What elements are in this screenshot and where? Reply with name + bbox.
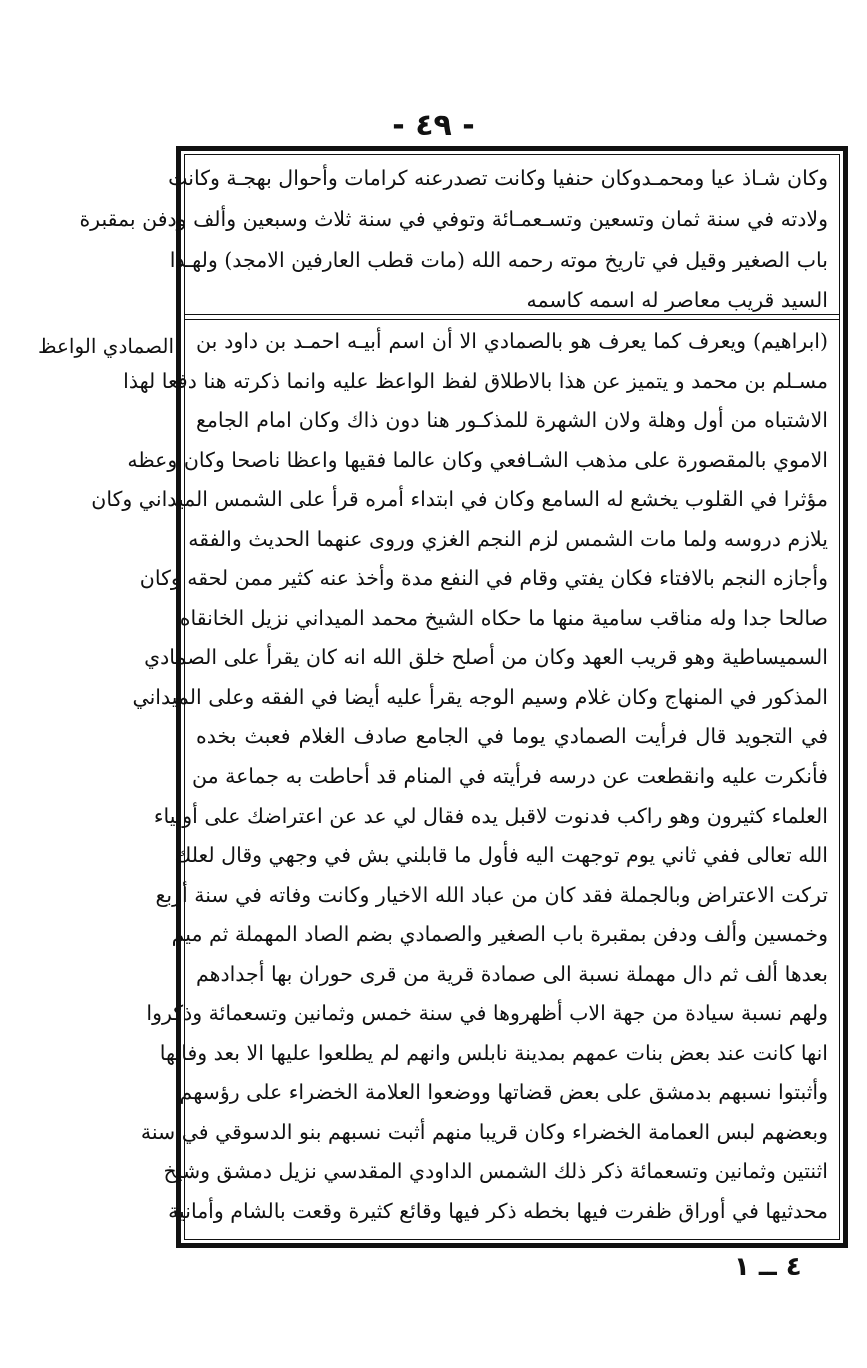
text-line: بعدها ألف ثم دال مهملة نسبة الى صمادة قرية من قرى حوران بها أجدادهم bbox=[196, 961, 828, 986]
signature-mark: ٤ ــ ١ bbox=[734, 1252, 802, 1282]
page-number: - ٤٩ - bbox=[392, 108, 475, 143]
text-line: المذكور في المنهاج وكان غلام وسيم الوجه يقرأ عليه أيضا في الفقه وعلى الميداني bbox=[132, 684, 828, 709]
text-line: يلازم دروسه ولما مات الشمس لزم النجم الغزي وروى عنهما الحديث والفقه bbox=[188, 526, 828, 551]
text-line: وبعضهم لبس العمامة الخضراء وكان قريبا منهم أثبت نسبهم بنو الدسوقي في سنة bbox=[140, 1119, 828, 1144]
text-line: اثنتين وثمانين وتسعمائة ذكر ذلك الشمس الداودي المقدسي نزيل دمشق وشيخ bbox=[163, 1159, 828, 1184]
text-line: السيد قريب معاصر له اسمه كاسمه bbox=[526, 288, 828, 313]
text-line: مسـلم بن محمد و يتميز عن هذا بالاطلاق لفظ الواعظ عليه وانما ذكرته هنا دفعا لهذا bbox=[123, 368, 828, 393]
section-divider bbox=[184, 319, 840, 320]
text-line: تركت الاعتراض وبالجملة فقد كان من عباد الله الاخيار وكانت وفاته في سنة أربع bbox=[155, 882, 828, 907]
text-line: محدثيها في أوراق ظفرت فيها بخطه ذكر فيها وقائع كثيرة وقعت بالشام وأمانية bbox=[168, 1199, 828, 1224]
margin-note: الصمادي الواعظ bbox=[37, 334, 174, 358]
text-line: صالحا جدا وله مناقب سامية منها ما حكاه الشيخ محمد الميداني نزيل الخانقاه bbox=[179, 605, 828, 630]
text-line: في التجويد قال فرأيت الصمادي يوما في الجامع صادف الغلام فعبث بخده bbox=[196, 724, 828, 749]
text-line: فأنكرت عليه وانقطعت عن درسه فرأيته في المنام قد أحاطت به جماعة من bbox=[191, 764, 828, 789]
text-line: السميساطية وهو قريب العهد وكان من أصلح خلق الله انه كان يقرأ على الصمادي bbox=[144, 645, 828, 670]
section-divider bbox=[184, 314, 840, 315]
text-line: (ابراهيم) ويعرف كما يعرف هو بالصمادي الا أن اسم أبيـه احمـد بن داود بن bbox=[196, 329, 829, 353]
text-line: الله تعالى ففي ثاني يوم توجهت اليه فأول ما قابلني بش في وجهي وقال لعلك bbox=[174, 843, 828, 868]
text-line: ولادته في سنة ثمان وتسعين وتسـعمـائة وتوفي في سنة ثلاث وسبعين وألف ودفن بمقبرة bbox=[79, 206, 828, 231]
text-line: الاموي بالمقصورة على مذهب الشـافعي وكان عالما فقيها واعظا ناصحا وكان وعظه bbox=[127, 447, 828, 472]
top-paragraph bbox=[79, 158, 828, 321]
text-line: وأجازه النجم بالافتاء فكان يفتي وقام في النفع مدة وأخذ عنه كثير ممن لحقه وكان bbox=[139, 566, 828, 591]
text-line: انها كانت عند بعض بنات عمهم بمدينة نابلس وانهم لم يطلعوا عليها الا بعد وفاتها bbox=[159, 1040, 828, 1065]
text-line: وخمسين وألف ودفن بمقبرة باب الصغير والصمادي بضم الصاد المهملة ثم ميم bbox=[171, 922, 828, 947]
text-line: وكان شـاذ عيا ومحمـدوكان حنفيا وكانت تصدرعنه كرامات وأحوال بهجـة وكانت bbox=[168, 166, 828, 190]
text-line: مؤثرا في القلوب يخشع له السامع وكان في ابتداء أمره قرأ على الشمس الميداني وكان bbox=[91, 487, 828, 512]
text-line: وأثبتوا نسبهم بدمشق على بعض قضاتها ووضعوا العلامة الخضراء على رؤسهم bbox=[179, 1080, 828, 1105]
text-line: باب الصغير وقيل في تاريخ موته رحمه الله (مات قطب العارفين الامجد) ولهـذا bbox=[169, 247, 828, 272]
text-line: ولهم نسبة سيادة من جهة الاب أظهروها في سنة خمس وثمانين وتسعمائة وذكروا bbox=[146, 1001, 828, 1026]
text-line: العلماء كثيرون وهو راكب فدنوت لاقبل يده فقال لي عد عن اعتراضك على أولياء bbox=[153, 803, 828, 828]
text-line: الاشتباه من أول وهلة ولان الشهرة للمذكـور هنا دون ذاك وكان امام الجامع bbox=[196, 408, 828, 433]
